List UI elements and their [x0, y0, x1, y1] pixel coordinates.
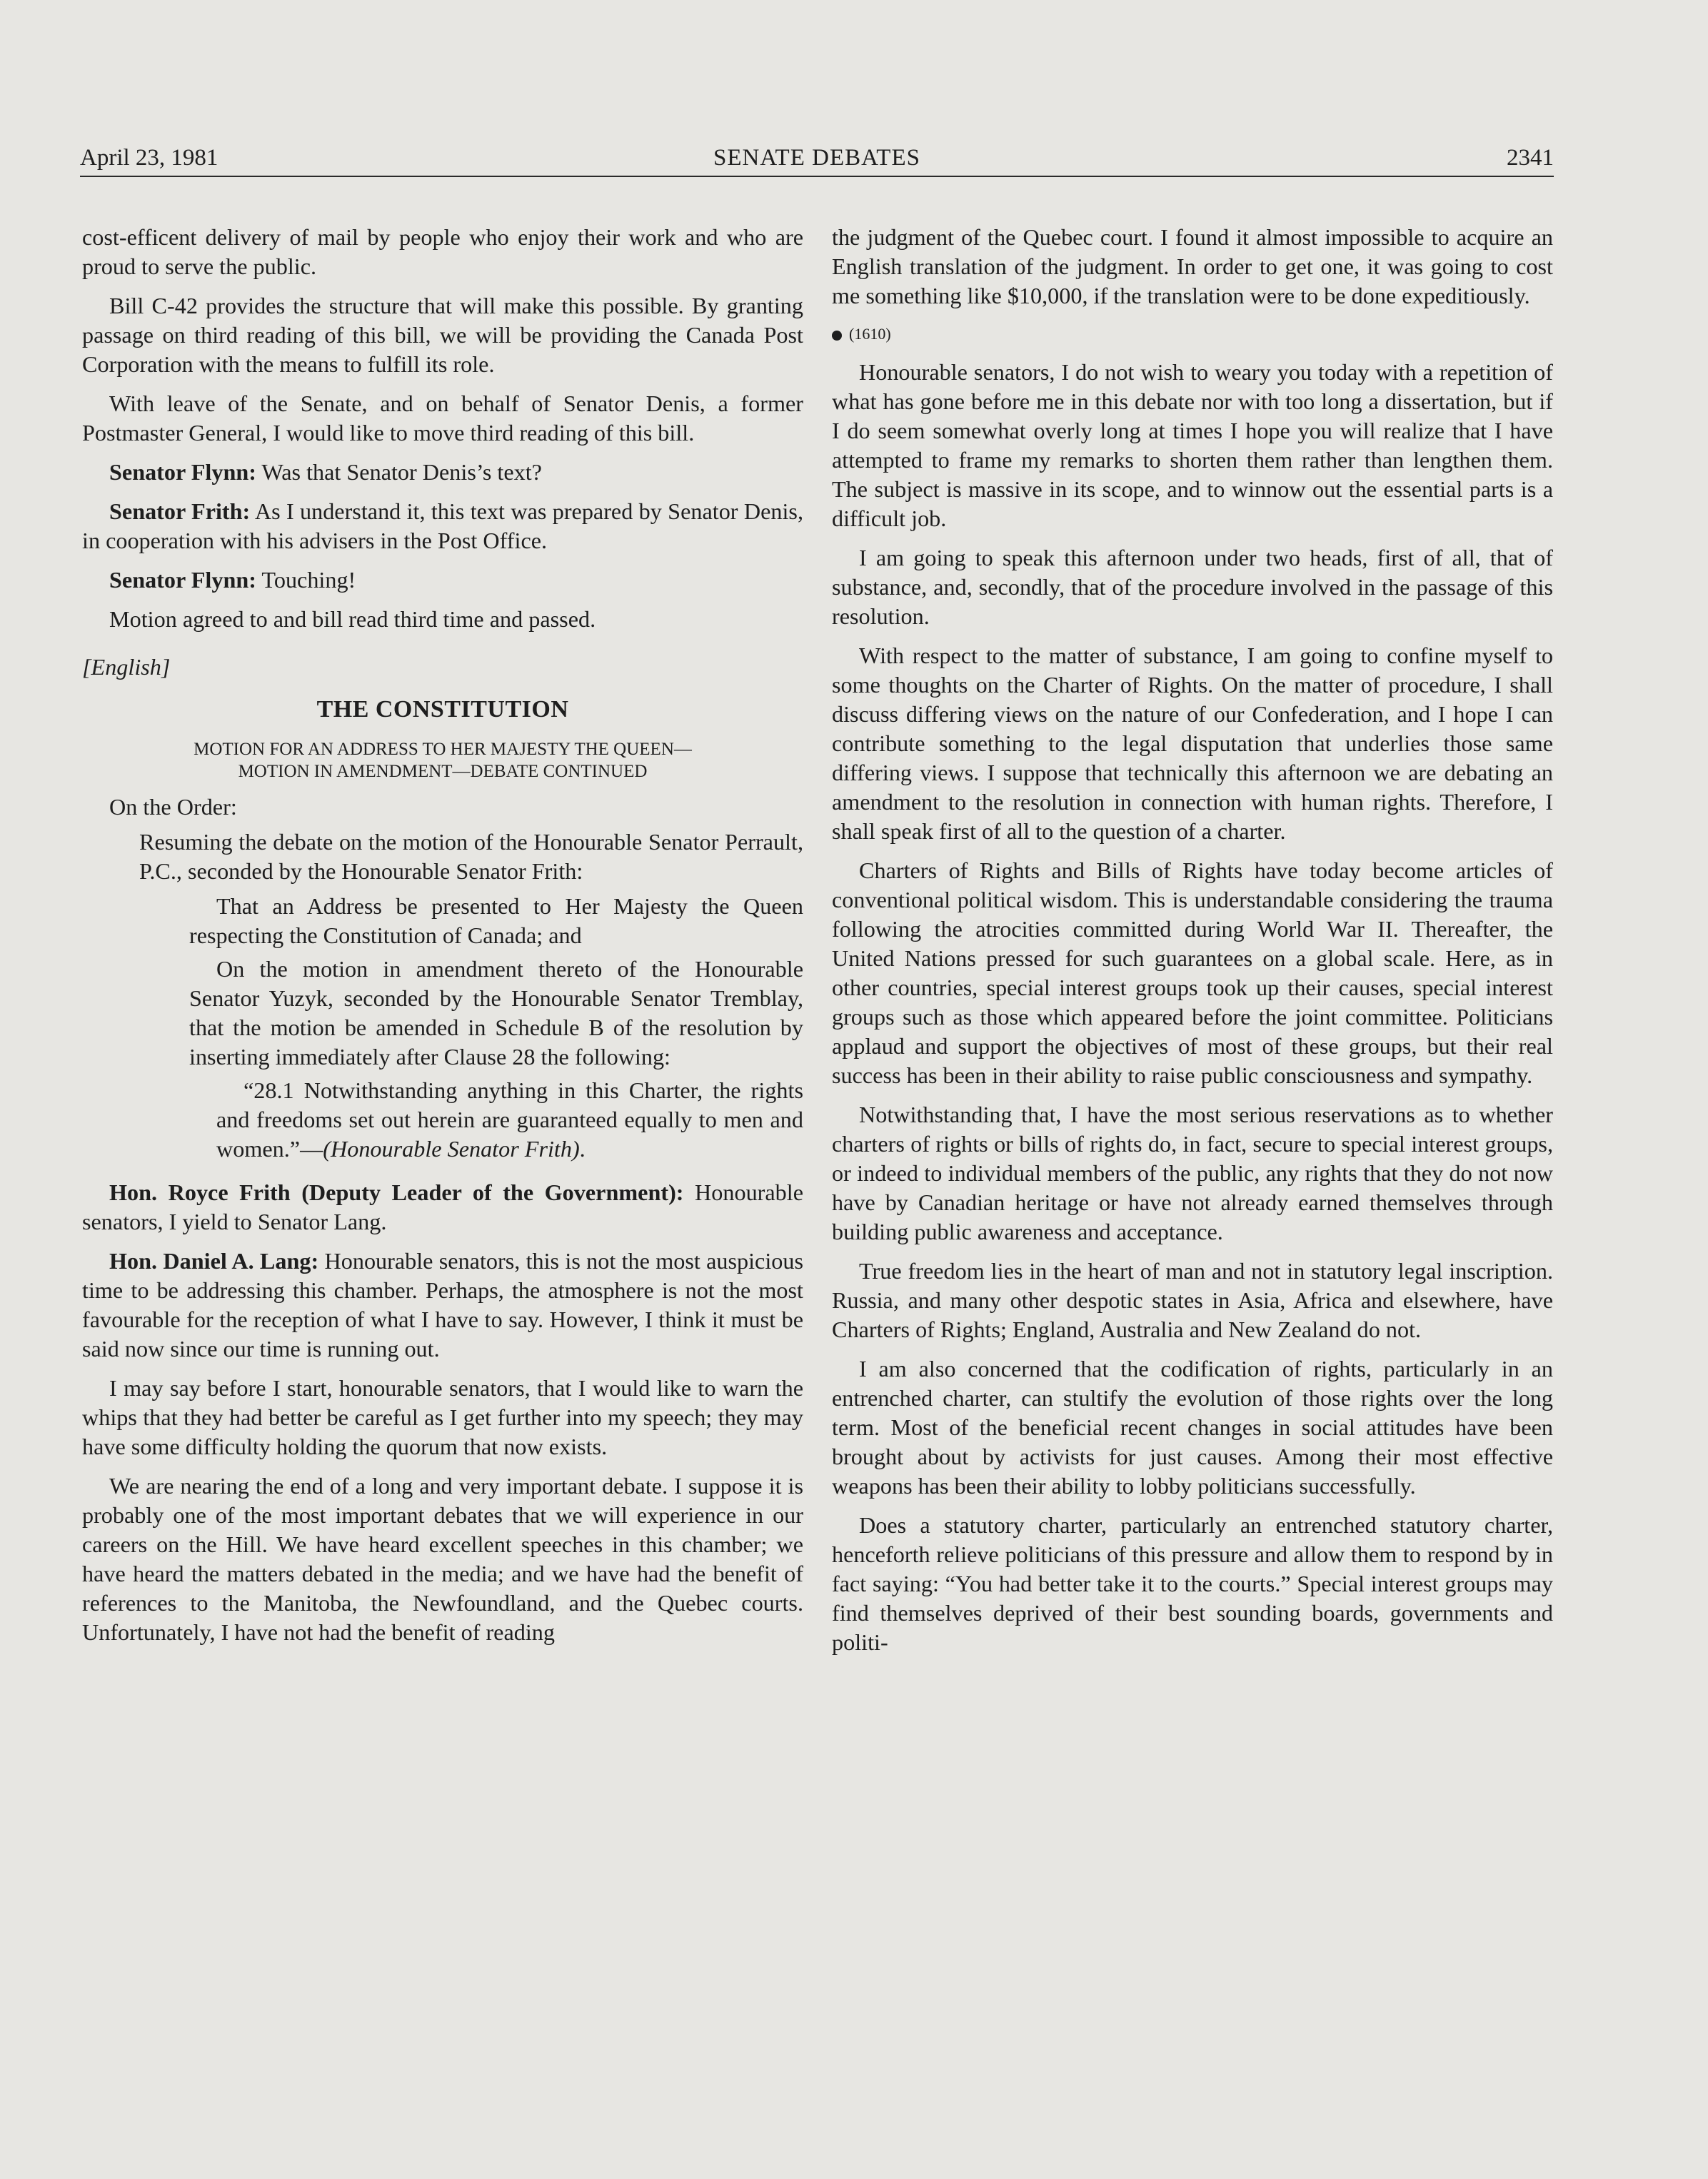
paragraph: We are nearing the end of a long and very important debate. I suppose it is probably one of the most important debates that we will experience in our careers on the Hill. We have heard excellent speeches in this chamber; we have heard the matters debated in the media; and we have had the benefit of references to the Manitoba, the Newfoundland, and the Quebec courts. Unfortunately, I have not had the benefit of reading — [82, 1473, 803, 1645]
paragraph: the judgment of the Quebec court. I found it almost impossible to acquire an English translation of the judgment. In order to get one, it was going to cost me something like $10,000, if the translation were to be done expeditiously. — [832, 224, 1553, 308]
subheading-line: MOTION IN AMENDMENT—DEBATE CONTINUED — [238, 762, 648, 781]
subheading-line: MOTION FOR AN ADDRESS TO HER MAJESTY THE QUEEN— — [194, 740, 692, 759]
resuming-paragraph: Resuming the debate on the motion of the Honourable Senator Perrault, P.C., seconded by the Honourable Senator Frith: — [139, 829, 803, 884]
paragraph: I may say before I start, honourable senators, that I would like to warn the whips that they had better be careful as I get further into my speech; they may have some difficulty holding the quorum that now exists. — [82, 1375, 803, 1459]
speaker-paragraph — [82, 497, 803, 555]
paragraph: Charters of Rights and Bills of Rights have today become articles of conventional political wisdom. This is understandable considering the trauma following the atrocities committed during World War II. Thereafter, the United Nations pressed for such guarantees on a global scale. Here, as in other countries, special interest groups took up their causes, special interest groups such as those which appeared before the joint committee. Politicians applaud and support the objectives of most of these groups, but their real success has been in their ability to raise public consciousness and sympathy. — [832, 857, 1553, 1088]
left-column — [82, 223, 803, 1657]
paragraph: With respect to the matter of substance, I am going to confine myself to some thoughts on the Charter of Rights. On the matter of procedure, I shall discuss differing views on the nature of our Confederation, and I hope I can contribute something to the legal disputation that underlies those same differing views. I suppose that technically this afternoon we are debating an amendment to the resolution in connection with human rights. Therefore, I shall speak first of all to the question of a charter. — [832, 643, 1553, 844]
clause-body: “28.1 Notwithstanding anything in this Charter, the rights and freedoms set out herein are guaranteed equally to men and women.”— — [216, 1077, 803, 1162]
clause-end: . — [579, 1136, 586, 1162]
speech-text: Honourable senators, I yield to Senator Lang. — [82, 1179, 803, 1234]
paragraph: Notwithstanding that, I have the most serious reservations as to whether charters of rights or bills of rights do, in fact, secure to special interest groups, or indeed to individual members of the public, any rights that they do not now have by Canadian heritage or have not already earned themselves through building public awareness and acceptance. — [832, 1102, 1553, 1244]
right-column — [832, 223, 1553, 1667]
speaker-name: Senator Frith: — [109, 498, 251, 524]
speech-text: As I understand it, this text was prepared by Senator Denis, in cooperation with his advisers in the Post Office. — [82, 498, 803, 553]
paragraph: cost-efficent delivery of mail by people who enjoy their work and who are proud to serve the public. — [82, 224, 803, 279]
clause-attribution: (Honourable Senator Frith) — [323, 1136, 580, 1162]
paragraph: Does a statutory charter, particularly an entrenched statutory charter, henceforth relieve politicians of this pressure and allow them to respond by in fact saying: “You had better take it to the courts.” Special interest groups may find themselves deprived of their best sounding boards, governments and politi- — [832, 1512, 1553, 1655]
paragraph: Motion agreed to and bill read third time and passed. — [109, 606, 596, 632]
paragraph: True freedom lies in the heart of man and not in statutory legal inscription. Russia, and many other despotic states in Asia, Africa and elsewhere, have Charters of Rights; England, Australia and New Zealand do not. — [832, 1258, 1553, 1342]
paragraph: With leave of the Senate, and on behalf of Senator Denis, a former Postmaster General, I would like to move third reading of this bill. — [82, 391, 803, 446]
address-paragraph: That an Address be presented to Her Majesty the Queen respecting the Constitution of Canada; and — [189, 893, 803, 948]
speaker-paragraph — [82, 1247, 803, 1364]
bullet-icon — [832, 331, 842, 341]
paragraph: Honourable senators, I do not wish to weary you today with a repetition of what has gone before me in this debate nor with too long a dissertation, but if I do seem somewhat overly long at times I hope you will realize that I have attempted to frame my remarks to shorten them rather than lengthen them. The subject is massive in its scope, and to winnow out the essential parts is a difficult job. — [832, 359, 1553, 531]
speaker-name: Hon. Royce Frith (Deputy Leader of the Government): — [109, 1179, 684, 1205]
header-page-number: 2341 — [1507, 145, 1554, 171]
section-subheading — [82, 738, 803, 782]
speaker-name: Hon. Daniel A. Lang: — [109, 1248, 319, 1274]
speaker-paragraph — [82, 458, 803, 487]
order-line: On the Order: — [109, 794, 237, 820]
paragraph: I am going to speak this afternoon under two heads, first of all, that of substance, and, secondly, that of the procedure involved in the passage of this resolution. — [832, 545, 1553, 629]
amendment-paragraph: On the motion in amendment thereto of the Honourable Senator Yuzyk, seconded by the Honourable Senator Tremblay, that the motion be amended in Schedule B of the resolution by inserting immediately after Clause 28 the following: — [189, 956, 803, 1070]
speech-text: Was that Senator Denis’s text? — [256, 459, 542, 485]
page-header — [80, 140, 1554, 177]
speaker-paragraph — [82, 565, 803, 595]
clause-quote — [82, 1076, 803, 1164]
time-marker-label: (1610) — [849, 325, 891, 343]
speaker-name: Senator Flynn: — [109, 459, 256, 485]
speech-text: Touching! — [256, 567, 356, 593]
motion-text — [82, 892, 803, 1072]
header-date: April 23, 1981 — [80, 145, 218, 171]
clause-text — [216, 1076, 803, 1164]
header-title: SENATE DEBATES — [713, 145, 920, 171]
speaker-name: Senator Flynn: — [109, 567, 256, 593]
time-marker — [832, 323, 1553, 345]
paragraph: I am also concerned that the codification of rights, particularly in an entrenched charter, can stultify the evolution of those rights over the long term. Most of the beneficial recent changes in social attitudes have been brought about by activists for just causes. Among their most effective weapons has been their ability to lobby politicians successfully. — [832, 1356, 1553, 1499]
language-marker — [82, 653, 803, 682]
paragraph: Bill C-42 provides the structure that will make this possible. By granting passage on third reading of this bill, we will be providing the Canada Post Corporation with the means to fulfill its role. — [82, 293, 803, 377]
language-label: [English] — [82, 654, 171, 680]
speaker-paragraph — [82, 1178, 803, 1237]
speech-text: Honourable senators, this is not the most auspicious time to be addressing this chamber. Perhaps, the atmosphere is not the most favourable for the reception of what I have to say. However, I think it must be said now since our time is running out. — [82, 1248, 804, 1362]
section-heading: THE CONSTITUTION — [316, 696, 569, 723]
